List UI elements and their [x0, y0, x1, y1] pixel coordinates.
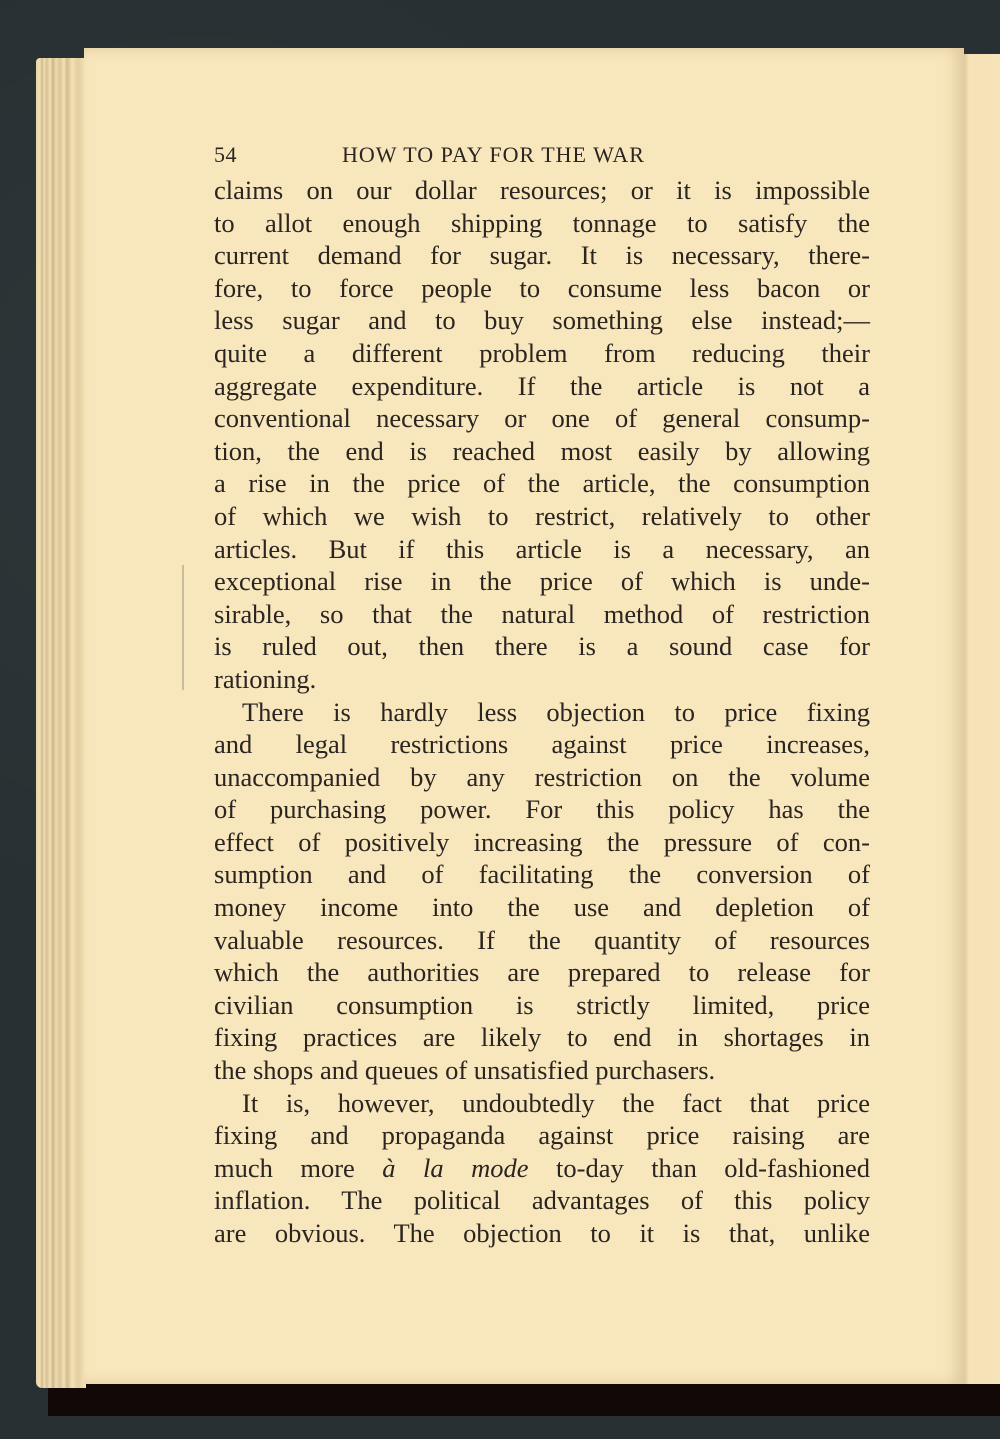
text-line: fore, to force people to consume less bacon or: [214, 272, 870, 303]
text-line: unaccompanied by any restriction on the volume: [214, 761, 870, 792]
text-line: inflation. The political advantages of this policy: [214, 1185, 870, 1216]
text-line: fixing practices are likely to end in shortages in: [214, 1022, 870, 1053]
text-line: which the authorities are prepared to release for: [214, 957, 870, 988]
text-line: claims on our dollar resources; or it is impossible: [214, 175, 870, 205]
facing-page-edge: [962, 54, 1000, 1384]
text-line: to allot enough shipping tonnage to satisfy the: [214, 207, 870, 238]
page-edges: [36, 58, 86, 1388]
italic-phrase: à la mode: [382, 1152, 529, 1183]
text-line: tion, the end is reached most easily by allowing: [214, 435, 870, 466]
text-line: and legal restrictions against price increases,: [214, 729, 870, 760]
text-line: current demand for sugar. It is necessary, there-: [214, 240, 870, 271]
text-line: fixing and propaganda against price raising are: [214, 1120, 870, 1151]
page-number: 54: [214, 142, 237, 167]
text-line: aggregate expenditure. If the article is not a: [214, 370, 870, 401]
text-line: the shops and queues of unsatisfied purchasers.: [214, 1055, 716, 1086]
page-content: [214, 138, 870, 1250]
text-line: articles. But if this article is a necessary, an: [214, 533, 870, 564]
running-title: HOW TO PAY FOR THE WAR: [342, 142, 645, 167]
text-line: is ruled out, then there is a sound case for: [214, 631, 870, 662]
text-line: conventional necessary or one of general consump-: [214, 403, 870, 434]
running-head: [214, 138, 870, 174]
text-line: effect of positively increasing the pressure of con-: [214, 826, 870, 857]
book-shadow: [48, 1382, 1000, 1416]
text-line: are obvious. The objection to it is that, unlike: [214, 1218, 870, 1248]
text-line: exceptional rise in the price of which is unde-: [214, 566, 870, 597]
text-line: sirable, so that the natural method of restriction: [214, 598, 870, 629]
text-line-with-italic: [214, 1152, 870, 1185]
text-line: rationing.: [214, 663, 317, 694]
text-line: less sugar and to buy something else instead;—: [214, 305, 870, 336]
text-segment: to-day than old-fashioned: [556, 1152, 871, 1183]
margin-pencil-mark: [182, 565, 184, 690]
text-line: of which we wish to restrict, relatively to other: [214, 500, 870, 531]
text-line: civilian consumption is strictly limited, price: [214, 989, 870, 1020]
text-line: of purchasing power. For this policy has the: [214, 794, 870, 825]
body-text: [214, 174, 870, 1250]
text-line: sumption and of facilitating the conversion of: [214, 859, 870, 890]
text-line: valuable resources. If the quantity of resources: [214, 924, 870, 955]
paragraph-start-line: There is hardly less objection to price fixing: [242, 696, 870, 727]
text-line: a rise in the price of the article, the consumption: [214, 468, 870, 499]
text-line: money income into the use and depletion of: [214, 892, 870, 923]
text-line: quite a different problem from reducing their: [214, 337, 870, 368]
text-segment: much more: [214, 1152, 355, 1183]
paragraph-start-line: It is, however, undoubtedly the fact that price: [242, 1087, 870, 1118]
